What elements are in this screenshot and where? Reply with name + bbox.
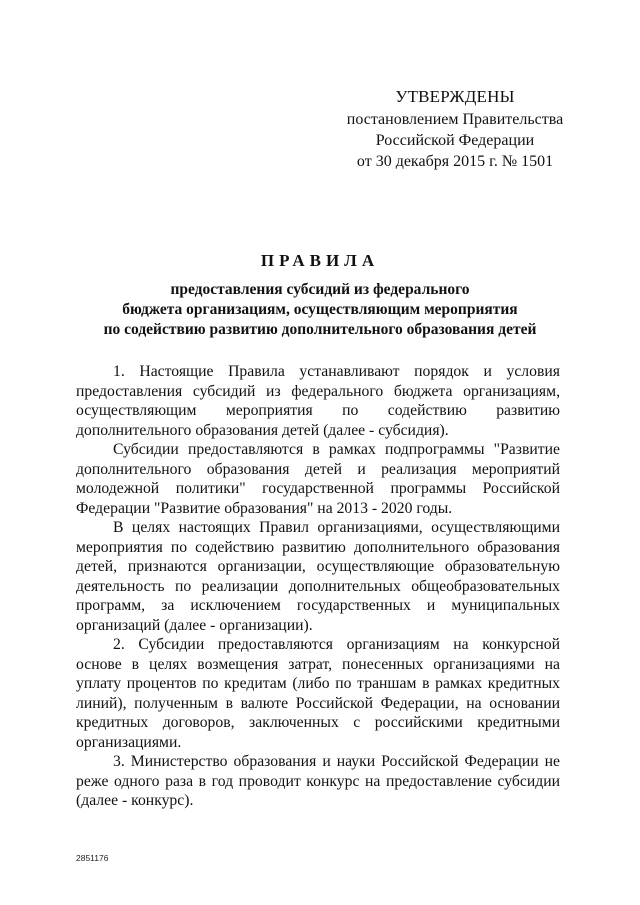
paragraph-1: 1. Настоящие Правила устанавливают порядок и условия предоставления субсидий из федерального бюджета организациям, осуществляющим мероприятия по содействию развитию дополнительного образования детей (далее - субсидия). [76, 363, 560, 439]
approval-date-number: от 30 декабря 2015 г. № 1501 [356, 153, 554, 170]
approval-country: Российской Федерации [375, 132, 535, 149]
approval-authority: постановлением Правительства [346, 111, 564, 128]
paragraph-2: Субсидии предоставляются в рамках подпрограммы "Развитие дополнительного образования детей и реализация мероприятий молодежной политики" государственной программы Российской Федерации "Развитие образования" на 2013 - 2020 годы. [76, 441, 560, 517]
paragraph-3: В целях настоящих Правил организациями, осуществляющими мероприятия по содействию развитию дополнительного образования детей, признаются организации, осуществляющие образовательную деятельность по реализации дополнительных общеобразовательных программ, за исключением государственных и муниципальных организаций (далее - организации). [76, 519, 560, 634]
document-subtitle-line-2: бюджета организациям, осуществляющим мероприятия [122, 301, 518, 318]
document-subtitle-line-1: предоставления субсидий из федерального [170, 281, 470, 298]
document-id-number: 2851176 [76, 853, 109, 863]
paragraph-4: 2. Субсидии предоставляются организациям на конкурсной основе в целях возмещения затрат, понесенных организациями на уплату процентов по кредитам (либо по траншам в рамках кредитных линий), полученным в валюте Российской Федерации, на основании кредитных договоров, заключенных с российскими кредитными организациями. [76, 636, 560, 751]
paragraph-5: 3. Министерство образования и науки Российской Федерации не реже одного раза в год проводит конкурс на предоставление субсидии (далее - конкурс). [76, 753, 560, 809]
approval-heading: УТВЕРЖДЕНЫ [395, 87, 515, 106]
document-subtitle-line-3: по содействию развитию дополнительного образования детей [103, 321, 537, 338]
approval-stamp [340, 86, 570, 172]
document-title: ПРАВИЛА [260, 251, 380, 270]
document-title-block [76, 250, 564, 340]
document-body [76, 362, 560, 811]
